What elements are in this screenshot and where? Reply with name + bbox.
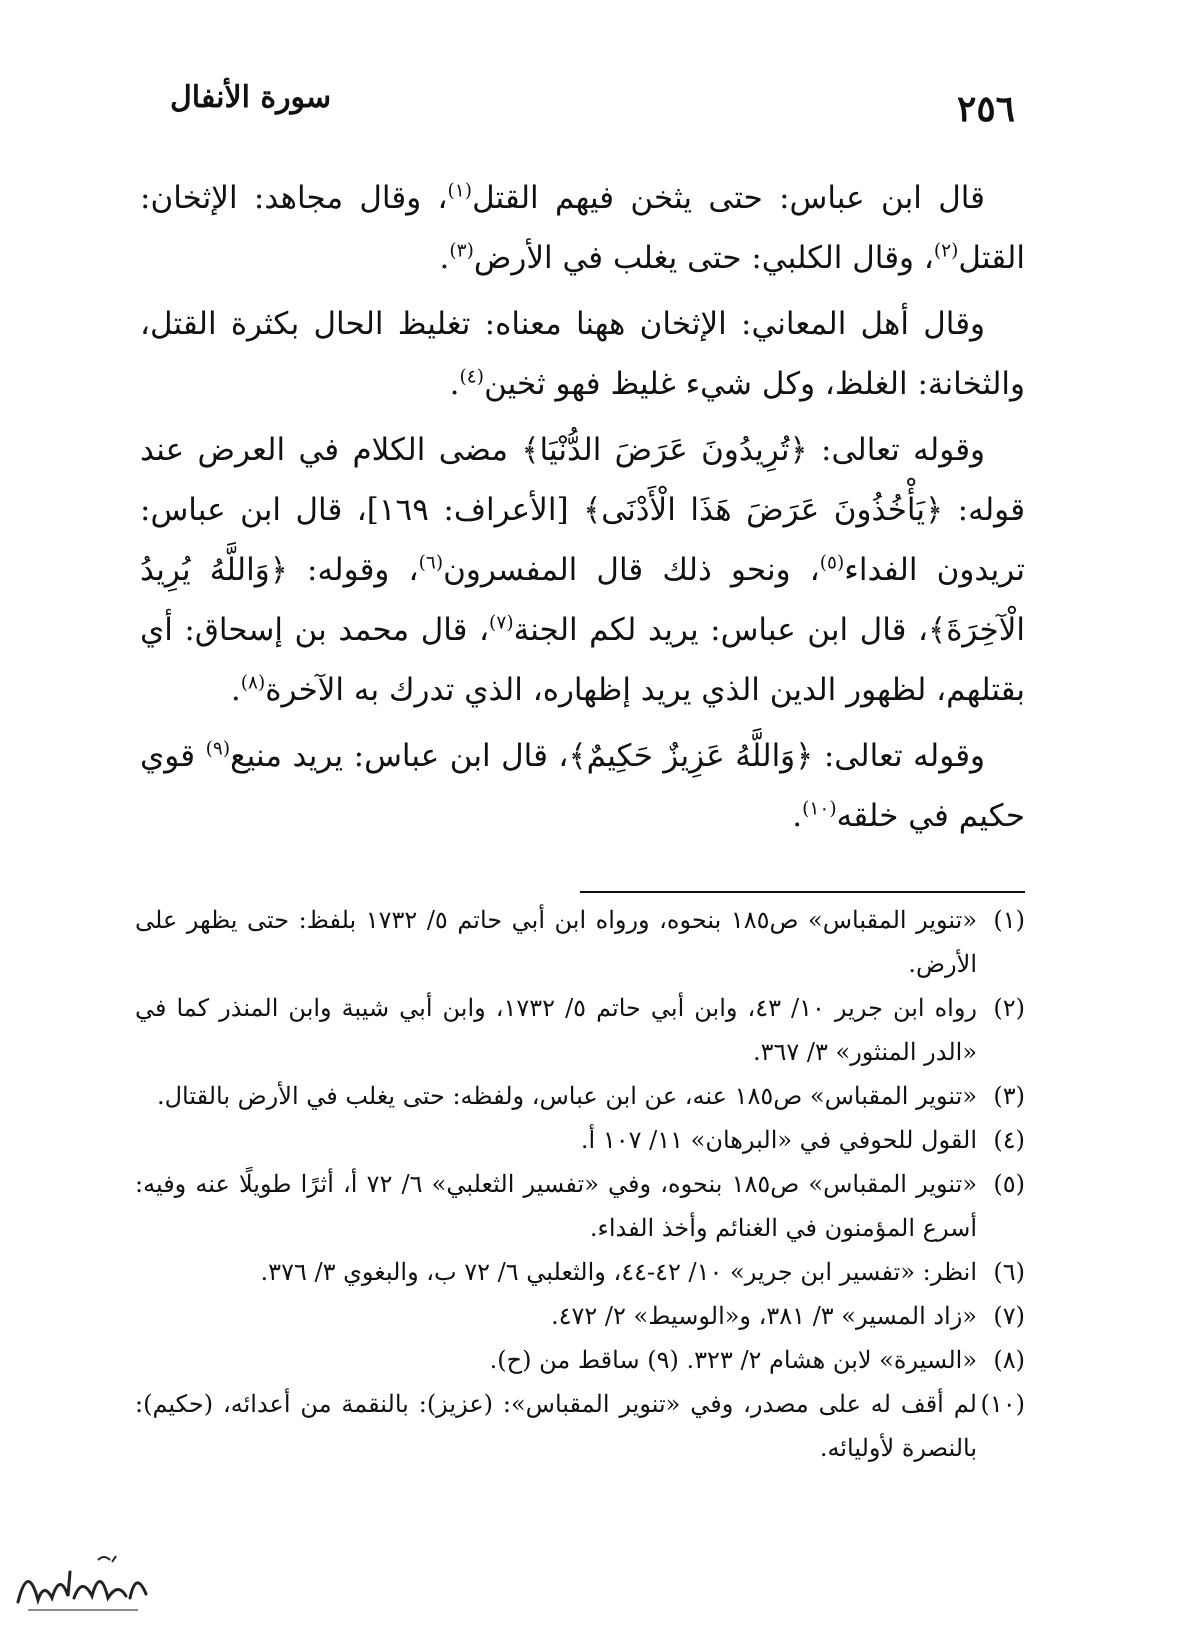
- footnote-text: «تنوير المقباس» ص١٨٥ عنه، عن ابن عباس، ولفظه: حتى يغلب في الأرض بالقتال.: [156, 1082, 977, 1110]
- text-run: قال ابن عباس: حتى يثخن فيهم القتل: [472, 180, 985, 216]
- footnote-ref: (٥): [819, 552, 845, 574]
- footnote: [135, 1338, 1025, 1382]
- footnote-number: (٦): [993, 1258, 1025, 1286]
- footnote: [135, 898, 1025, 986]
- library-stamp-icon: [8, 1552, 158, 1624]
- quran-verse: ﴿وَاللَّهُ عَزِيزٌ حَكِيمٌ﴾: [568, 738, 814, 774]
- quran-verse: ﴿وَاللَّهُ يُرِيدُ الْآخِرَةَ﴾: [140, 552, 1025, 648]
- footnote-ref: (١٠): [802, 798, 837, 820]
- footnotes: [135, 898, 1025, 1470]
- footnote-ref: (١): [447, 180, 473, 202]
- text-run: .: [449, 366, 460, 402]
- footnote: [135, 1118, 1025, 1162]
- footnote-text: [135, 1338, 977, 1382]
- text-run: ، قال ابن عباس: يريد لكم الجنة: [513, 612, 929, 648]
- library-stamp-icon: [8, 1552, 158, 1624]
- quran-verse: ﴿تُرِيدُونَ عَرَضَ الدُّنْيَا﴾: [521, 432, 808, 468]
- footnote-number: (٩): [647, 1346, 679, 1374]
- footnote-text: «السيرة» لابن هشام ٢/ ٣٢٣.: [686, 1346, 977, 1374]
- footnote-number: (١): [993, 906, 1025, 934]
- footnote: [135, 986, 1025, 1074]
- text-run: [الأعراف: ١٦٩]، قال ابن عباس: تريدون الفداء: [140, 492, 1026, 588]
- text-run: قوي حكيم في خلقه: [140, 738, 1025, 834]
- text-run: .: [792, 798, 803, 834]
- paragraph-1: [140, 168, 1025, 288]
- inline-footnote: [490, 1338, 679, 1382]
- footnote-ref: (٩): [205, 738, 231, 760]
- paragraph-3: [140, 420, 1025, 720]
- paragraph-2: [140, 294, 1025, 414]
- footnote: [135, 1074, 1025, 1118]
- footnote-number: (٧): [993, 1302, 1025, 1330]
- text-run: ، ونحو ذلك قال المفسرون: [443, 552, 820, 588]
- footnote-ref: (٧): [489, 612, 514, 634]
- footnote: [135, 1294, 1025, 1338]
- text-run: ، قال ابن عباس: يريد منيع: [230, 738, 569, 774]
- surah-title: سورة الأنفال: [170, 80, 332, 115]
- footnote: [135, 1162, 1025, 1250]
- text-run: ، وقال الكلبي: حتى يغلب في الأرض: [473, 240, 934, 276]
- text-run: وقوله تعالى:: [813, 738, 985, 774]
- text-run: .: [439, 240, 450, 276]
- footnote: [135, 1382, 1025, 1470]
- footnote-text: لم أقف له على مصدر، وفي «تنوير المقباس»: (عزيز): بالنقمة من أعدائه، (حكيم): بالنصرة لأوليائه.: [135, 1390, 977, 1462]
- footnote-divider: [580, 891, 1025, 893]
- quran-verse: ﴿يَأْخُذُونَ عَرَضَ هَذَا الْأَدْنَى﴾: [583, 492, 944, 528]
- footnote-text: «زاد المسير» ٣/ ٣٨١، و«الوسيط» ٢/ ٤٧٢.: [550, 1302, 977, 1330]
- footnote-ref: (٦): [418, 552, 444, 574]
- footnote-text: ساقط من (ح).: [489, 1346, 640, 1374]
- footnote-ref: (٤): [459, 366, 485, 388]
- text-run: ، وقوله:: [287, 552, 419, 588]
- text-run: وقال أهل المعاني: الإثخان ههنا معناه: تغليظ الحال بكثرة القتل، والثخانة: الغلظ، وكل شيء غليظ فهو ثخين: [140, 306, 1025, 402]
- footnote-number: (٢): [993, 994, 1025, 1022]
- page-number: ٢٥٦: [956, 88, 1015, 130]
- text-run: ، وقال مجاهد: الإثخان: القتل: [140, 180, 1025, 276]
- footnote-number: (٨): [993, 1346, 1025, 1374]
- footnote-ref: (٨): [240, 672, 266, 694]
- text-run: ، قال محمد بن إسحاق: أي بقتلهم، لظهور الدين الذي يريد إظهاره، الذي تدرك به الآخرة: [140, 612, 1025, 708]
- footnote-ref: (٢): [933, 240, 959, 262]
- text-run: .: [230, 672, 241, 708]
- footnote-number: (٣): [993, 1082, 1025, 1110]
- footnote-text: «تنوير المقباس» ص١٨٥ بنحوه، ورواه ابن أبي حاتم ٥/ ١٧٣٢ بلفظ: حتى يظهر على الأرض.: [135, 906, 978, 978]
- footnote-number: (٥): [993, 1170, 1025, 1198]
- footnote-text: انظر: «تفسير ابن جرير» ١٠/ ٤٢-٤٤، والثعلبي ٦/ ٧٢ ب، والبغوي ٣/ ٣٧٦.: [260, 1258, 977, 1286]
- footnote-number: (٤): [993, 1126, 1025, 1154]
- footnote-ref: (٣): [449, 240, 474, 262]
- paragraph-4: [140, 726, 1025, 846]
- text-run: مضى الكلام في العرض عند قوله:: [140, 432, 1026, 528]
- footnote-text: رواه ابن جرير ١٠/ ٤٣، وابن أبي حاتم ٥/ ١٧٣٢، وابن أبي شيبة وابن المنذر كما في «الدر المنثور» ٣/ ٣٦٧.: [135, 994, 978, 1066]
- text-run: وقوله تعالى:: [807, 432, 986, 468]
- footnote-number: (١٠): [980, 1390, 1025, 1418]
- footnote: [135, 1250, 1025, 1294]
- footnote-text: «تنوير المقباس» ص١٨٥ بنحوه، وفي «تفسير الثعلبي» ٦/ ٧٢ أ، أثرًا طويلًا عنه وفيه: أسرع المؤمنون في الغنائم وأخذ الفداء.: [135, 1170, 978, 1242]
- footnote-text: القول للحوفي في «البرهان» ١١/ ١٠٧ أ.: [580, 1126, 977, 1154]
- page-header: [170, 80, 1015, 140]
- main-text: [140, 168, 1025, 852]
